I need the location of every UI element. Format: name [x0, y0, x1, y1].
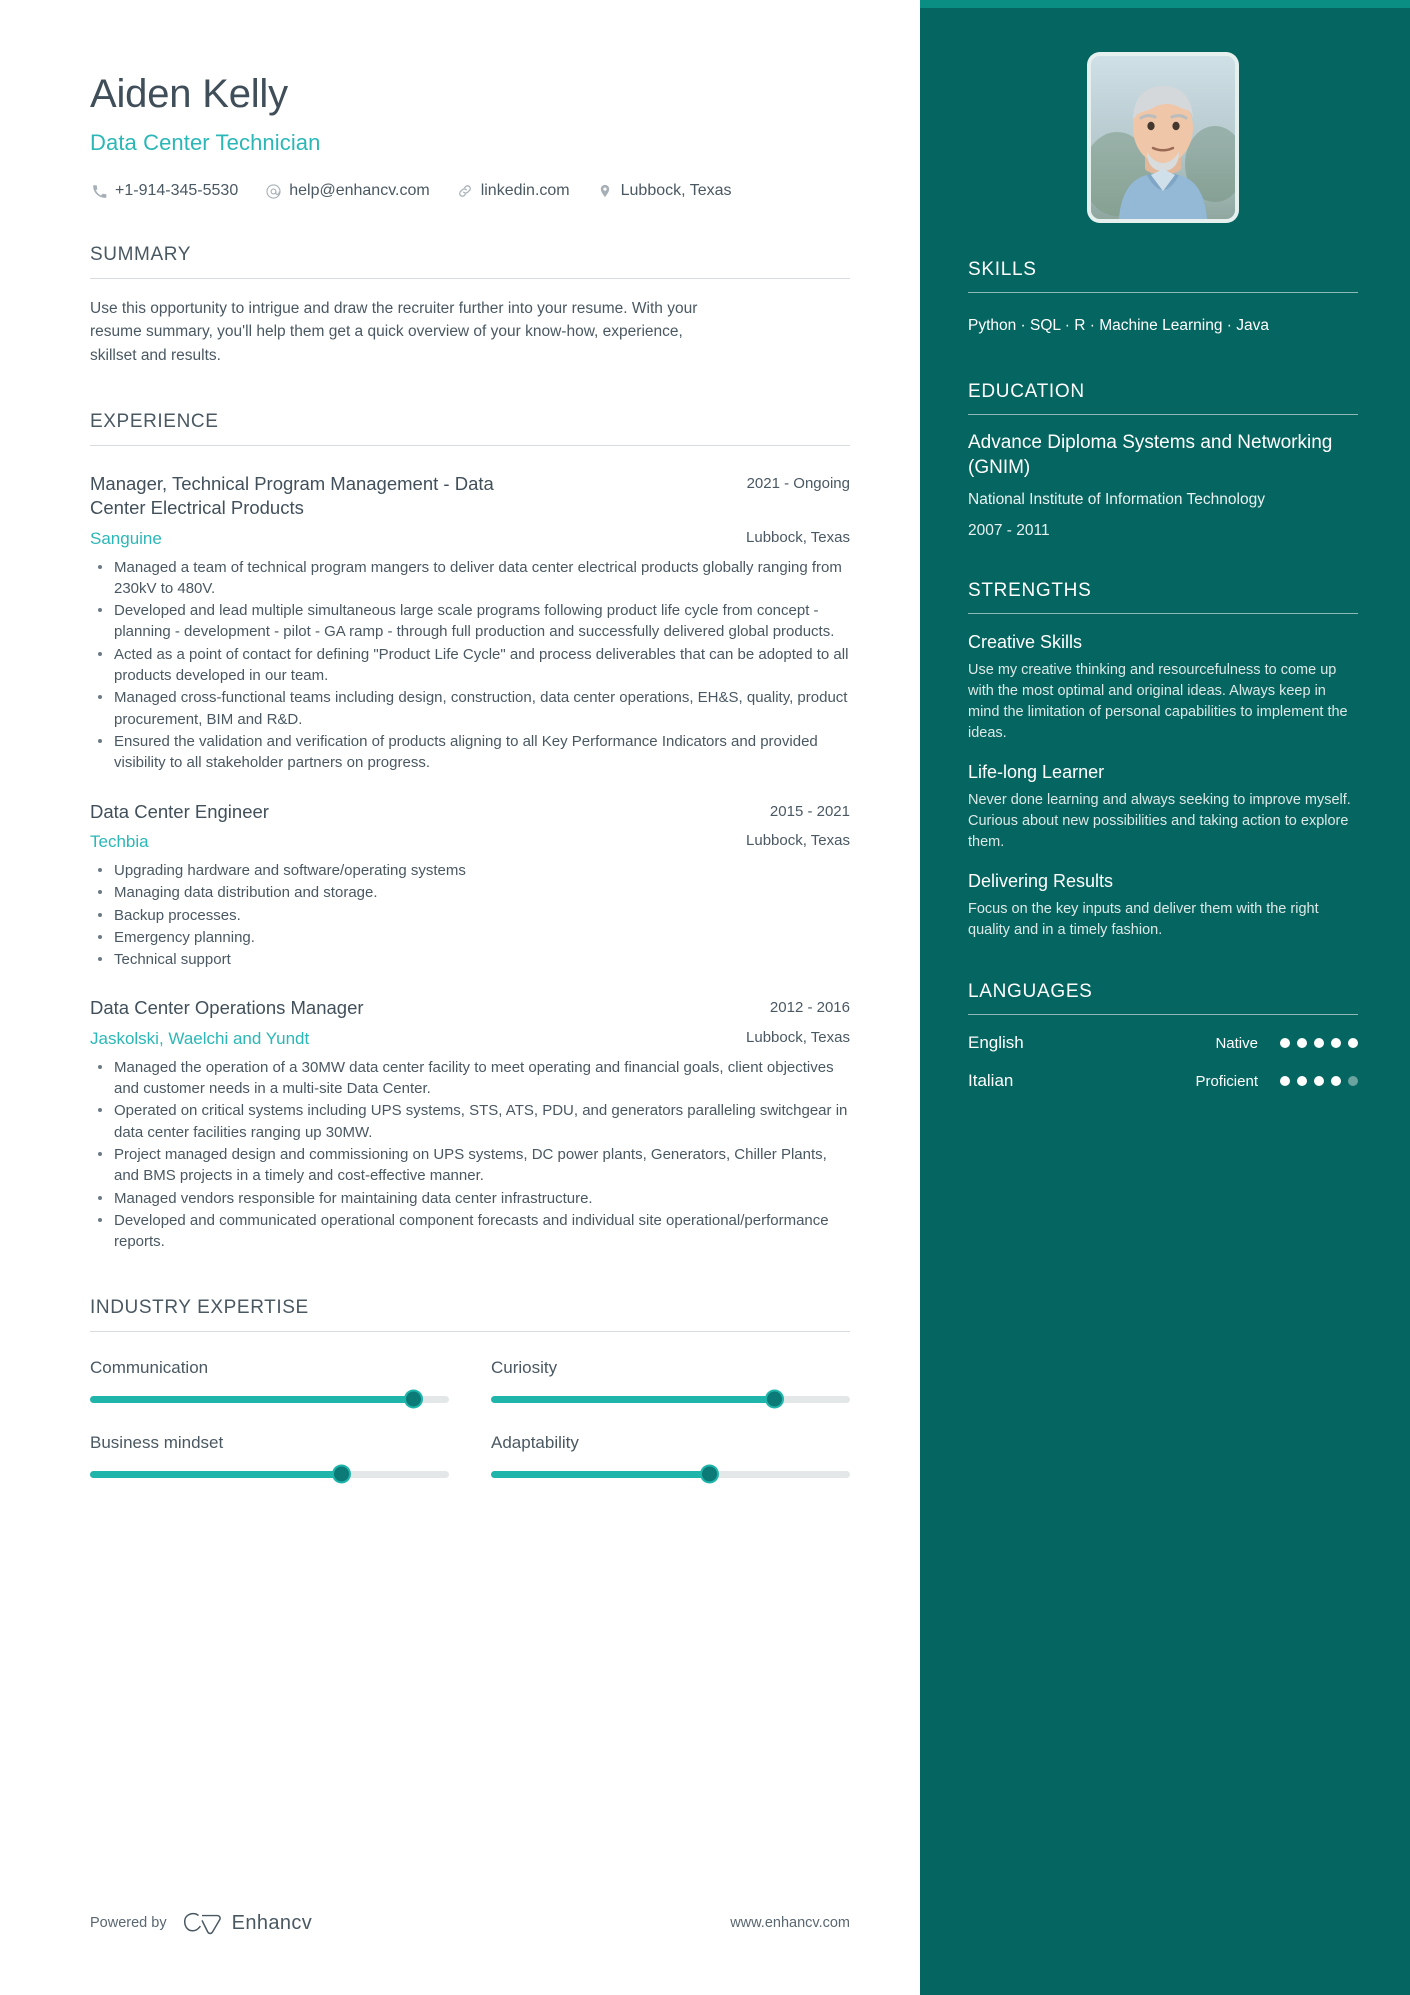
experience-dates: 2012 - 2016	[769, 999, 850, 1017]
sidebar-skills-section	[968, 259, 1358, 341]
contact-location	[596, 182, 732, 200]
sidebar-strengths-title: STRENGTHS	[968, 580, 1092, 602]
strength-description: Use my creative thinking and resourcefulness to come up with the most optimal and original ideas. Always keep in mind the limitation of personal capabilities to implement the ideas.	[968, 662, 1348, 742]
rating-dot	[1280, 1038, 1290, 1048]
expertise-label: Communication	[90, 1357, 209, 1377]
slider-fill	[491, 1396, 775, 1403]
industry-expertise-section	[90, 1297, 850, 1478]
divider	[968, 292, 1358, 293]
experience-company[interactable]: Jaskolski, Waelchi and Yundt	[90, 1028, 310, 1048]
language-level: Proficient	[1195, 1072, 1258, 1090]
link-icon	[456, 182, 474, 200]
experience-location: Lubbock, Texas	[746, 528, 850, 546]
industry-expertise-title: INDUSTRY EXPERTISE	[90, 1296, 309, 1318]
contact-location-text: Lubbock, Texas	[620, 182, 732, 199]
language-rating-dots	[1280, 1076, 1358, 1086]
experience-company[interactable]: Techbia	[90, 831, 149, 851]
rating-dot	[1297, 1076, 1307, 1086]
slider-knob[interactable]	[767, 1392, 782, 1407]
summary-text: Use this opportunity to intrigue and draw the recruiter further into your resume. With your resume summary, you'll help them get a quick overview of your know-how, experience, skillset and results.	[90, 300, 698, 364]
sidebar-skills-text: Python · SQL · R · Machine Learning · Java	[968, 317, 1269, 334]
job-title: Data Center Technician	[90, 130, 321, 155]
summary-section	[90, 244, 850, 367]
rating-dot	[1331, 1038, 1341, 1048]
education-school: National Institute of Information Technology	[968, 491, 1265, 509]
slider-fill	[90, 1471, 341, 1478]
contact-linkedin-text: linkedin.com	[480, 182, 570, 199]
list-item: Backup processes.	[90, 905, 850, 926]
language-name: Italian	[968, 1071, 1014, 1091]
expertise-label: Curiosity	[491, 1357, 558, 1377]
experience-section-title: EXPERIENCE	[90, 410, 219, 432]
footer-website[interactable]: www.enhancv.com	[730, 1915, 850, 1931]
footer-powered-by: Powered by	[90, 1915, 167, 1931]
enhancv-wordmark: Enhancv	[231, 1911, 313, 1934]
list-item: Ensured the validation and verification of products aligning to all Key Performance Indicators and provided visibility to all stakeholder partners on progress.	[90, 731, 850, 774]
list-item: Managed vendors responsible for maintaining data center infrastructure.	[90, 1188, 850, 1209]
sidebar	[920, 0, 1410, 1995]
expertise-label: Business mindset	[90, 1432, 224, 1452]
list-item: Operated on critical systems including UPS systems, STS, ATS, PDU, and generators paralleling switchgear in data center facilities ranging up 30MW.	[90, 1100, 850, 1143]
slider-fill	[491, 1471, 710, 1478]
experience-location: Lubbock, Texas	[746, 831, 850, 849]
list-item: Managing data distribution and storage.	[90, 882, 850, 903]
experience-company[interactable]: Sanguine	[90, 528, 162, 548]
page-title: Aiden Kelly	[90, 72, 288, 116]
avatar	[1091, 56, 1235, 219]
expertise-item-curiosity	[491, 1352, 850, 1403]
strength-description: Never done learning and always seeking to improve myself. Curious about new possibilities and taking action to explore them.	[968, 792, 1351, 851]
list-item: Developed and lead multiple simultaneous large scale programs following product life cycle from concept - planning - development - pilot - GA ramp - through full production and successfully delivered global products.	[90, 600, 850, 643]
strength-name: Delivering Results	[968, 871, 1114, 892]
strength-description: Focus on the key inputs and deliver them with the right quality and in a timely fashion.	[968, 901, 1319, 939]
list-item: Upgrading hardware and software/operating systems	[90, 860, 850, 881]
divider	[90, 445, 850, 446]
rating-dot	[1314, 1038, 1324, 1048]
footer	[90, 1911, 850, 1935]
expertise-slider[interactable]	[491, 1396, 850, 1403]
phone-icon	[90, 182, 108, 200]
list-item: Managed the operation of a 30MW data center facility to meet operating and financial goals, client objectives and customer needs in a multi-site Data Center.	[90, 1057, 850, 1100]
list-item: Project managed design and commissioning on UPS systems, DC power plants, Generators, Chiller Plants, and BMS projects in a timely and cost-effective manner.	[90, 1144, 850, 1187]
experience-role: Manager, Technical Program Management - Data Center Electrical Products	[90, 472, 494, 519]
rating-dot	[1280, 1076, 1290, 1086]
summary-section-title: SUMMARY	[90, 244, 191, 265]
language-rating-dots	[1280, 1038, 1358, 1048]
expertise-label: Adaptability	[491, 1432, 579, 1452]
strength-name: Life-long Learner	[968, 762, 1105, 783]
strength-item	[968, 871, 1358, 941]
experience-dates: 2021 - Ongoing	[746, 474, 850, 492]
avatar-photo-icon	[1091, 56, 1235, 219]
experience-entry	[90, 800, 850, 971]
experience-role: Data Center Engineer	[90, 800, 269, 822]
experience-bullets	[90, 557, 850, 774]
expertise-slider[interactable]	[491, 1471, 850, 1478]
list-item: Managed a team of technical program mangers to deliver data center electrical products globally ranging from 230kV to 480V.	[90, 557, 850, 600]
strength-name: Creative Skills	[968, 632, 1083, 653]
experience-entry	[90, 472, 850, 774]
list-item: Developed and communicated operational component forecasts and individual site operational/performance reports.	[90, 1210, 850, 1253]
list-item: Acted as a point of contact for defining "Product Life Cycle" and process deliverables that can be adopted to all products developed in our team.	[90, 644, 850, 687]
location-pin-icon	[596, 182, 614, 200]
rating-dot	[1348, 1076, 1358, 1086]
experience-entry	[90, 996, 850, 1252]
strength-item	[968, 632, 1358, 744]
experience-role: Data Center Operations Manager	[90, 997, 364, 1019]
sidebar-languages-title: LANGUAGES	[968, 981, 1093, 1003]
divider	[968, 613, 1358, 614]
experience-location: Lubbock, Texas	[746, 1028, 850, 1046]
divider	[968, 1014, 1358, 1015]
language-row	[968, 1071, 1358, 1091]
enhancv-mark-icon	[181, 1911, 223, 1935]
rating-dot	[1314, 1076, 1324, 1086]
rating-dot	[1331, 1076, 1341, 1086]
language-level: Native	[1215, 1034, 1258, 1052]
education-years: 2007 - 2011	[968, 522, 1050, 540]
experience-section	[90, 411, 850, 1253]
expertise-slider[interactable]	[90, 1396, 449, 1403]
expertise-grid	[90, 1352, 850, 1478]
avatar-wrapper	[968, 56, 1358, 219]
list-item: Emergency planning.	[90, 927, 850, 948]
contact-linkedin[interactable]	[456, 182, 570, 200]
slider-knob[interactable]	[406, 1392, 421, 1407]
sidebar-languages-section	[968, 981, 1358, 1091]
sidebar-topbar	[920, 0, 1410, 8]
experience-bullets	[90, 860, 850, 970]
expertise-item-communication	[90, 1352, 449, 1403]
list-item: Managed cross-functional teams including design, construction, data center operations, EH&S, quality, product procurement, BIM and R&D.	[90, 687, 850, 730]
enhancv-logo	[181, 1911, 313, 1935]
list-item: Technical support	[90, 949, 850, 970]
divider	[968, 414, 1358, 415]
divider	[90, 1331, 850, 1332]
sidebar-strengths-section	[968, 580, 1358, 941]
strength-item	[968, 762, 1358, 853]
slider-knob[interactable]	[334, 1467, 349, 1482]
footer-branding	[90, 1911, 312, 1935]
slider-knob[interactable]	[702, 1467, 717, 1482]
expertise-item-business-mindset	[90, 1427, 449, 1478]
slider-fill	[90, 1396, 413, 1403]
sidebar-education-section	[968, 381, 1358, 540]
expertise-slider[interactable]	[90, 1471, 449, 1478]
divider	[90, 278, 850, 279]
experience-bullets	[90, 1057, 850, 1253]
experience-dates: 2015 - 2021	[769, 802, 850, 820]
email-icon	[264, 182, 282, 200]
contact-phone-text: +1-914-345-5530	[115, 182, 239, 199]
contact-email[interactable]	[264, 182, 429, 200]
language-name: English	[968, 1033, 1024, 1053]
education-degree: Advance Diploma Systems and Networking (GNIM)	[968, 432, 1333, 478]
sidebar-education-title: EDUCATION	[968, 381, 1085, 402]
sidebar-skills-title: SKILLS	[968, 259, 1037, 280]
contact-email-text: help@enhancv.com	[289, 182, 430, 199]
language-row	[968, 1033, 1358, 1053]
contact-phone[interactable]	[90, 182, 238, 200]
rating-dot	[1348, 1038, 1358, 1048]
rating-dot	[1297, 1038, 1307, 1048]
expertise-item-adaptability	[491, 1427, 850, 1478]
contact-row	[90, 182, 850, 200]
